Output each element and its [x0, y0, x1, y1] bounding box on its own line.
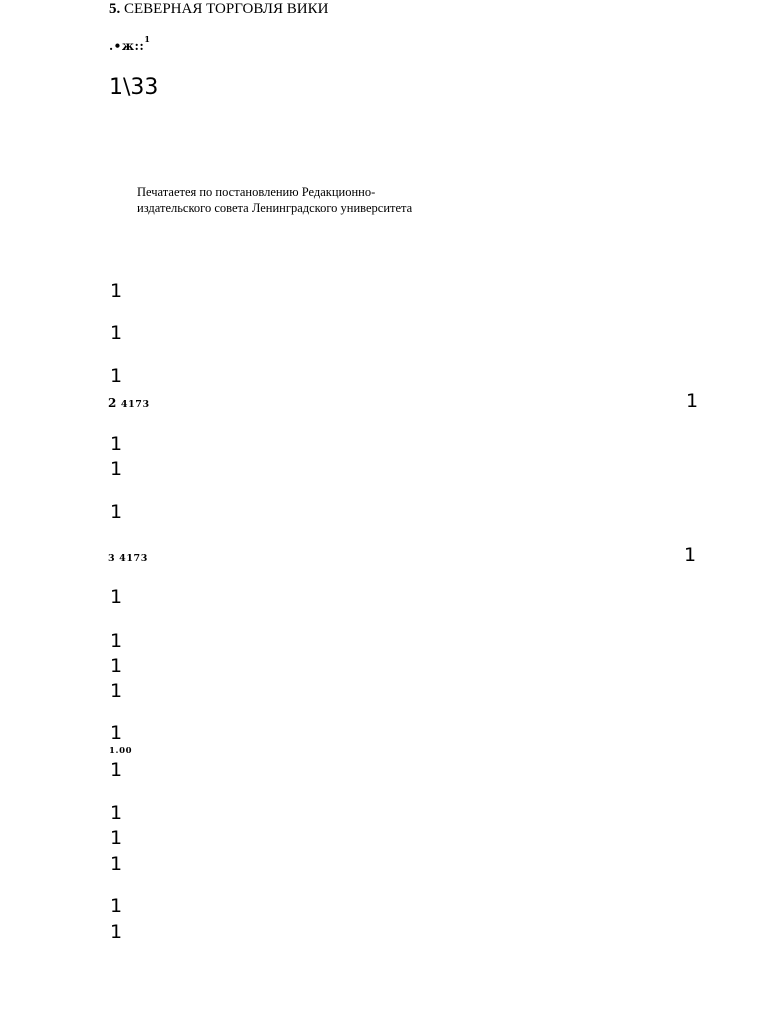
imprint-line-1: Печатаетея по постановлению Редакционно-	[137, 185, 376, 199]
symbol-text: .•ж::	[109, 39, 145, 53]
header-number: 5.	[109, 1, 121, 17]
numeral-one: 1	[110, 501, 123, 523]
numeral-one: 1	[110, 827, 123, 849]
numeral-one: 1	[110, 280, 123, 302]
signature-2-code: 4173	[120, 399, 150, 410]
numeral-one: 1	[110, 853, 123, 875]
imprint-note	[137, 184, 412, 216]
numeral-one: 1	[110, 433, 123, 455]
price-mark: 1.00	[109, 746, 133, 756]
numeral-one: 1	[110, 895, 123, 917]
header-line	[109, 2, 328, 17]
numeral-one-right: 1	[684, 544, 697, 566]
symbol-marks	[109, 34, 151, 53]
numeral-one: 1	[110, 458, 123, 480]
numeral-one: 1	[110, 921, 123, 943]
numeral-one: 1	[110, 802, 123, 824]
signature-mark-2	[108, 397, 150, 410]
numeral-one: 1	[110, 322, 123, 344]
numeral-one: 1	[110, 680, 123, 702]
numeral-one: 1	[110, 586, 123, 608]
numeral-one: 1	[110, 759, 123, 781]
numeral-one: 1	[110, 365, 123, 387]
numeral-one: 1	[110, 655, 123, 677]
signature-mark-3: 3 4173	[108, 553, 148, 564]
numeral-one-right: 1	[686, 390, 699, 412]
signature-2-number: 2	[108, 396, 117, 410]
numeral-one: 1	[110, 722, 123, 744]
imprint-line-2: издательского совета Ленинградского университета	[137, 201, 413, 215]
code-mark: 1\33	[109, 75, 159, 100]
numeral-one: 1	[110, 630, 123, 652]
header-title: СЕВЕРНАЯ ТОРГОВЛЯ ВИКИ	[124, 1, 329, 17]
symbol-superscript: 1	[144, 34, 151, 44]
